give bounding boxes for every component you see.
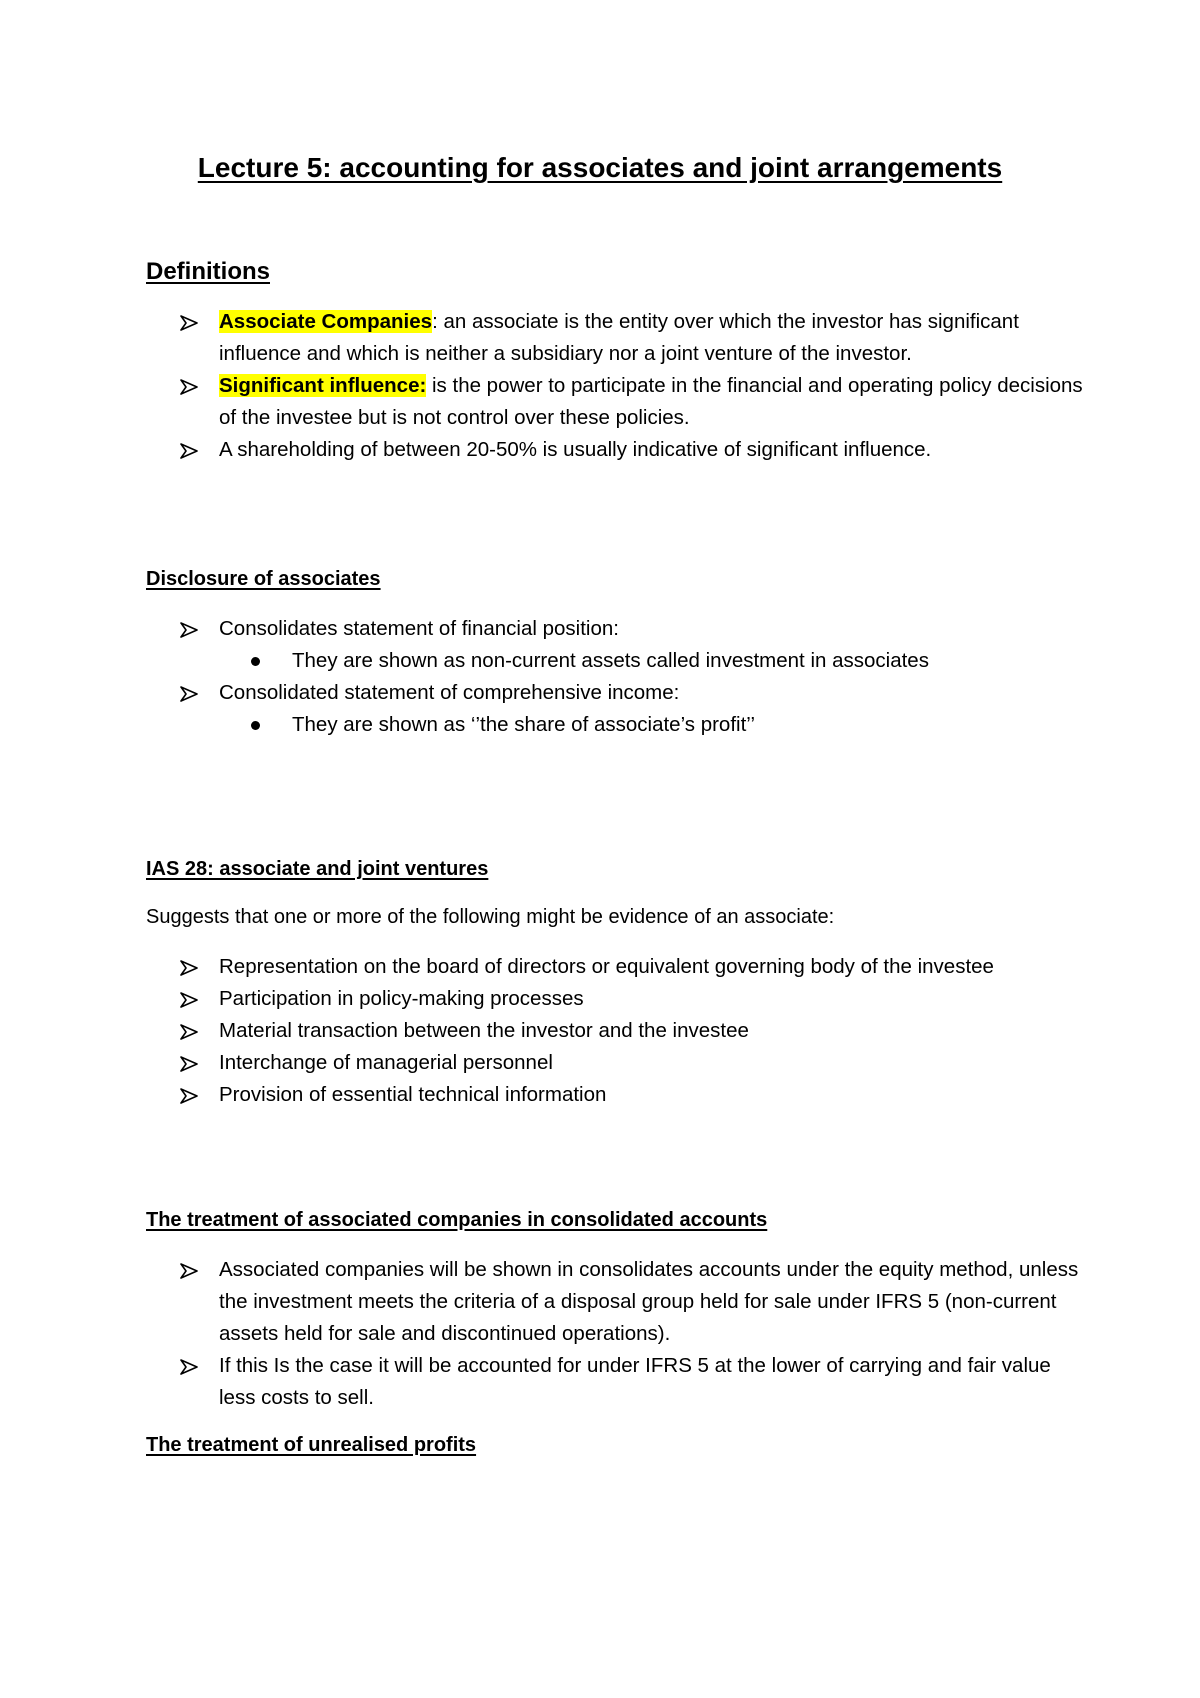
- list-item: [146, 951, 1086, 983]
- sub-item-text: They are shown as non-current assets called investment in associates: [292, 649, 929, 672]
- list-item: [146, 1254, 1086, 1350]
- list-item: [146, 370, 1086, 434]
- term-highlight: Significant influence:: [219, 374, 427, 397]
- list-item: [146, 1015, 1086, 1047]
- list-item: [146, 1350, 1086, 1414]
- treatment-heading: The treatment of associated companies in consolidated accounts: [146, 1209, 768, 1231]
- arrow-bullet-icon: [180, 613, 200, 645]
- definitions-heading: Definitions: [146, 258, 270, 285]
- treatment-list: [146, 1254, 1086, 1414]
- arrow-bullet-icon: [180, 983, 200, 1015]
- arrow-bullet-icon: [180, 951, 200, 983]
- arrow-bullet-icon: [180, 1254, 200, 1286]
- arrow-bullet-icon: [180, 370, 200, 402]
- ias28-intro: Suggests that one or more of the following might be evidence of an associate:: [146, 906, 835, 928]
- sub-item-text: They are shown as ‘’the share of associate’s profit’’: [292, 713, 756, 736]
- term-highlight: Associate Companies: [219, 310, 433, 333]
- definition-text: is the power to participate in the financial and operating policy decisions of the investee but is not control over these policies.: [219, 374, 1083, 429]
- unrealised-heading: The treatment of unrealised profits: [146, 1434, 477, 1456]
- list-item-text: Participation in policy-making processes: [219, 987, 584, 1010]
- list-item: [146, 613, 1086, 645]
- list-item-text: Associated companies will be shown in consolidates accounts under the equity method, unless the investment meets the criteria of a disposal group held for sale under IFRS 5 (non-current assets held for sale and discontinued operations).: [219, 1258, 1079, 1345]
- list-item-text: Material transaction between the investor and the investee: [219, 1019, 749, 1042]
- list-item-text: A shareholding of between 20-50% is usually indicative of significant influence.: [219, 438, 932, 461]
- arrow-bullet-icon: [180, 1079, 200, 1111]
- arrow-bullet-icon: [180, 677, 200, 709]
- disclosure-list: [146, 613, 1086, 741]
- list-item: [146, 306, 1086, 370]
- sub-list-item: [146, 645, 1086, 677]
- list-item: [146, 1047, 1086, 1079]
- list-item-text: If this Is the case it will be accounted for under IFRS 5 at the lower of carrying and fair value less costs to sell.: [219, 1354, 1051, 1409]
- bullet-dot-icon: [251, 657, 260, 666]
- list-item: [146, 983, 1086, 1015]
- bullet-dot-icon: [251, 721, 260, 730]
- list-item-text: Interchange of managerial personnel: [219, 1051, 553, 1074]
- arrow-bullet-icon: [180, 1350, 200, 1382]
- ias28-heading: IAS 28: associate and joint ventures: [146, 858, 489, 880]
- list-item: [146, 434, 1086, 466]
- list-item: [146, 677, 1086, 709]
- list-item-text: Consolidates statement of financial position:: [219, 617, 619, 640]
- arrow-bullet-icon: [180, 306, 200, 338]
- arrow-bullet-icon: [180, 434, 200, 466]
- disclosure-heading: Disclosure of associates: [146, 568, 381, 590]
- arrow-bullet-icon: [180, 1047, 200, 1079]
- list-item: [146, 1079, 1086, 1111]
- ias28-list: [146, 951, 1086, 1111]
- definitions-list: [146, 306, 1086, 466]
- list-item-text: Consolidated statement of comprehensive income:: [219, 681, 680, 704]
- list-item-text: Provision of essential technical information: [219, 1083, 607, 1106]
- arrow-bullet-icon: [180, 1015, 200, 1047]
- list-item-text: Representation on the board of directors or equivalent governing body of the investee: [219, 955, 994, 978]
- page-title: Lecture 5: accounting for associates and joint arrangements: [197, 152, 1003, 183]
- sub-list-item: [146, 709, 1086, 741]
- definition-text: : an associate is the entity over which the investor has significant influence and which is neither a subsidiary nor a joint venture of the investor.: [219, 310, 1019, 365]
